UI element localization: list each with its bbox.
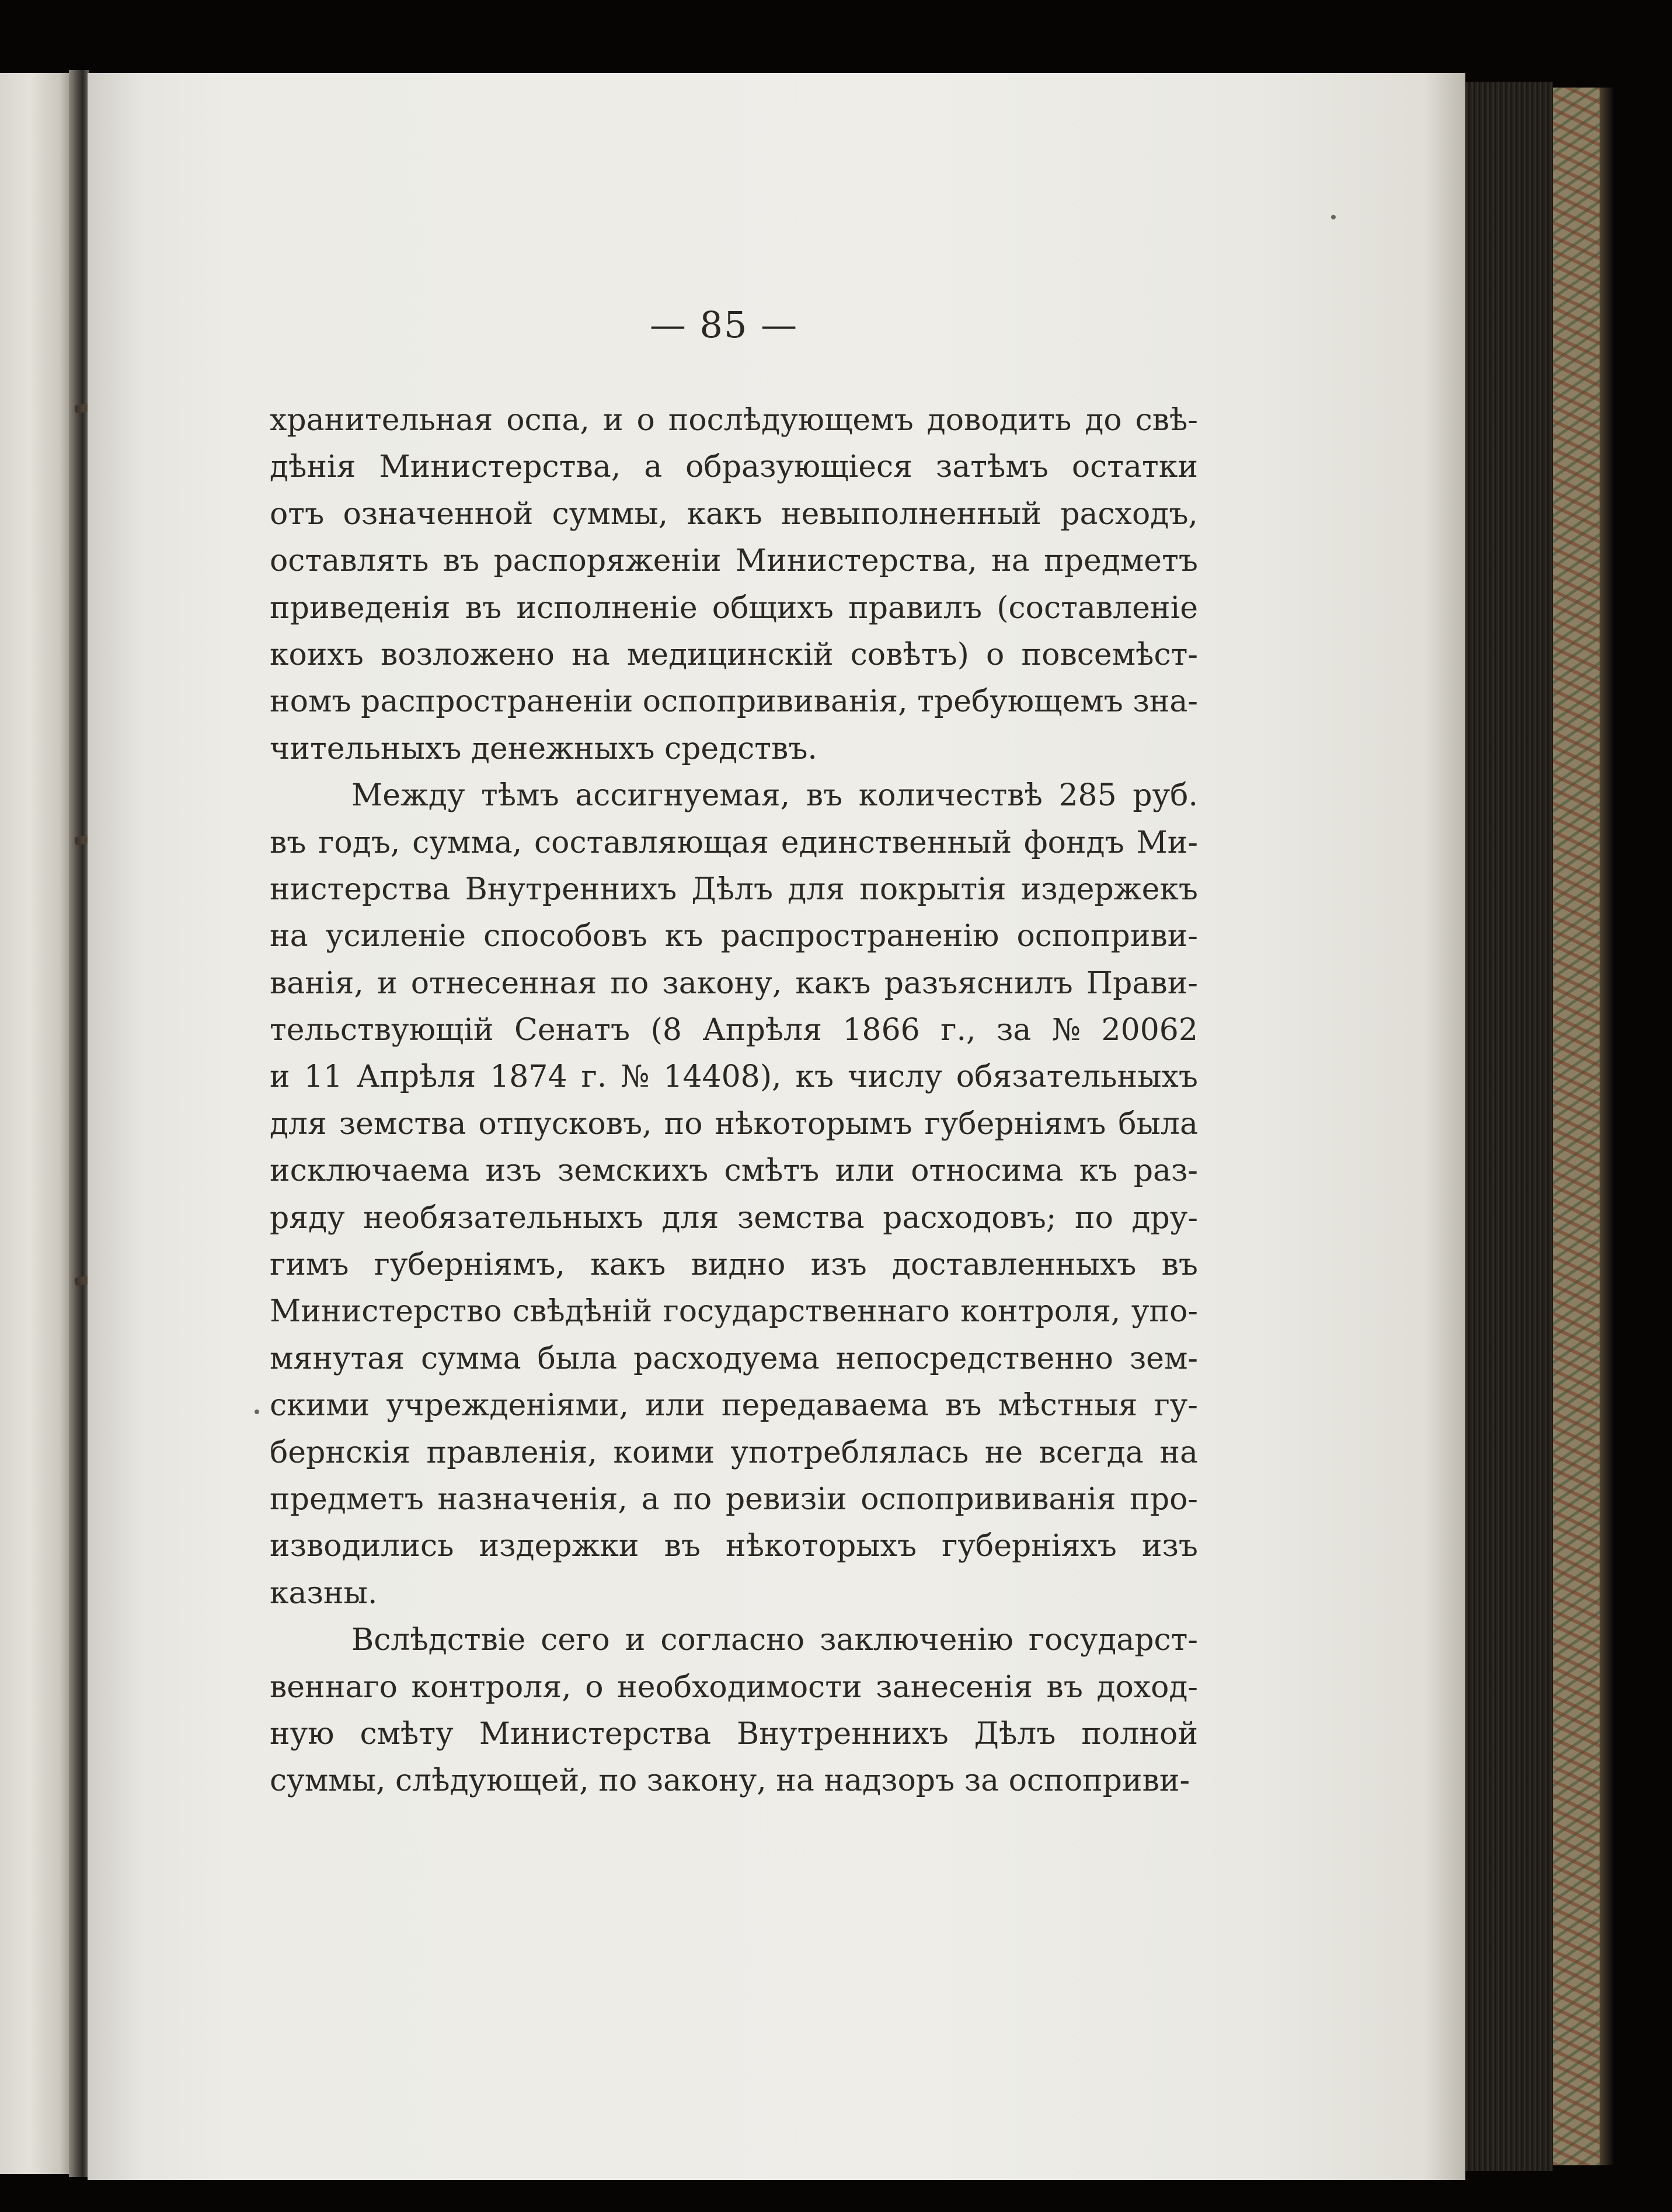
text-line: нистерства Внутреннихъ Дѣлъ для покрытія издержекъ	[270, 871, 1198, 907]
text-line: казны.	[270, 1575, 378, 1611]
book-gutter	[69, 70, 89, 2177]
text-line: ряду необязательныхъ для земства расходовъ; по дру-	[270, 1200, 1198, 1236]
text-line: для земства отпусковъ, по нѣкоторымъ губерніямъ была	[270, 1106, 1198, 1142]
text-line: предметъ назначенія, а по ревизіи оспопрививанія про-	[270, 1481, 1198, 1517]
text-line: и 11 Апрѣля 1874 г. № 14408), къ числу обязательныхъ	[270, 1059, 1198, 1095]
text-line: изводились издержки въ нѣкоторыхъ губерніяхъ изъ	[270, 1529, 1198, 1564]
text-line: приведенія въ исполненіе общихъ правилъ (составленіе	[270, 590, 1198, 626]
marbled-cover	[1553, 88, 1600, 2165]
book-fore-edge	[1465, 82, 1553, 2171]
text-line: коихъ возложено на медицинскій совѣтъ) о повсемѣст-	[270, 637, 1198, 672]
paper-speck	[255, 1409, 259, 1414]
text-line: бернскія правленія, коими употреблялась не всегда на	[270, 1435, 1198, 1470]
text-line: хранительная оспа, и о послѣдующемъ доводить до свѣ-	[270, 403, 1198, 438]
text-line: мянутая сумма была расходуема непосредственно зем-	[270, 1341, 1198, 1376]
cover-shadow	[1600, 88, 1614, 2165]
text-line: оставлять въ распоряженіи Министерства, на предметъ	[270, 543, 1198, 579]
paragraph	[270, 1617, 1198, 1805]
text-line: гимъ губерніямъ, какъ видно изъ доставленныхъ въ	[270, 1247, 1198, 1283]
text-line: въ годъ, сумма, составляющая единственный фондъ Ми-	[270, 825, 1198, 860]
text-line: ную смѣту Министерства Внутреннихъ Дѣлъ полной	[270, 1716, 1198, 1752]
text-line: номъ распространеніи оспопрививанія, требующемъ зна-	[270, 684, 1198, 720]
text-line: Вслѣдствіе сего и согласно заключенію государст-	[351, 1623, 1198, 1658]
text-line: ванія, и отнесенная по закону, какъ разъяснилъ Прави-	[270, 965, 1198, 1001]
text-line: веннаго контроля, о необходимости занесенія въ доход-	[270, 1669, 1198, 1705]
text-line: чительныхъ денежныхъ средствъ.	[270, 731, 817, 766]
paragraph	[270, 772, 1198, 1617]
text-line: Министерство свѣдѣній государственнаго контроля, упо-	[270, 1294, 1198, 1330]
text-line: суммы, слѣдующей, по закону, на надзоръ за оспоприви-	[270, 1763, 1190, 1799]
text-line: исключаема изъ земскихъ смѣтъ или относима къ раз-	[270, 1153, 1198, 1189]
page-number: — 85 —	[649, 303, 799, 346]
text-line: скими учрежденіями, или передаваема въ мѣстныя гу-	[270, 1388, 1198, 1424]
text-line: Между тѣмъ ассигнуемая, въ количествѣ 285 руб.	[351, 778, 1198, 814]
page-text	[270, 397, 1198, 1805]
text-line: отъ означенной суммы, какъ невыполненный расходъ,	[270, 496, 1198, 532]
text-line: на усиленіе способовъ къ распространенію оспоприви-	[270, 919, 1198, 954]
paragraph	[270, 397, 1198, 772]
text-line: тельствующій Сенатъ (8 Апрѣля 1866 г., за № 20062	[270, 1013, 1198, 1048]
text-line: дѣнія Министерства, а образующіеся затѣмъ остатки	[270, 449, 1198, 485]
paper-speck	[1331, 215, 1336, 219]
left-page-edge	[0, 73, 75, 2174]
page-edge-shadow	[1424, 73, 1465, 2180]
